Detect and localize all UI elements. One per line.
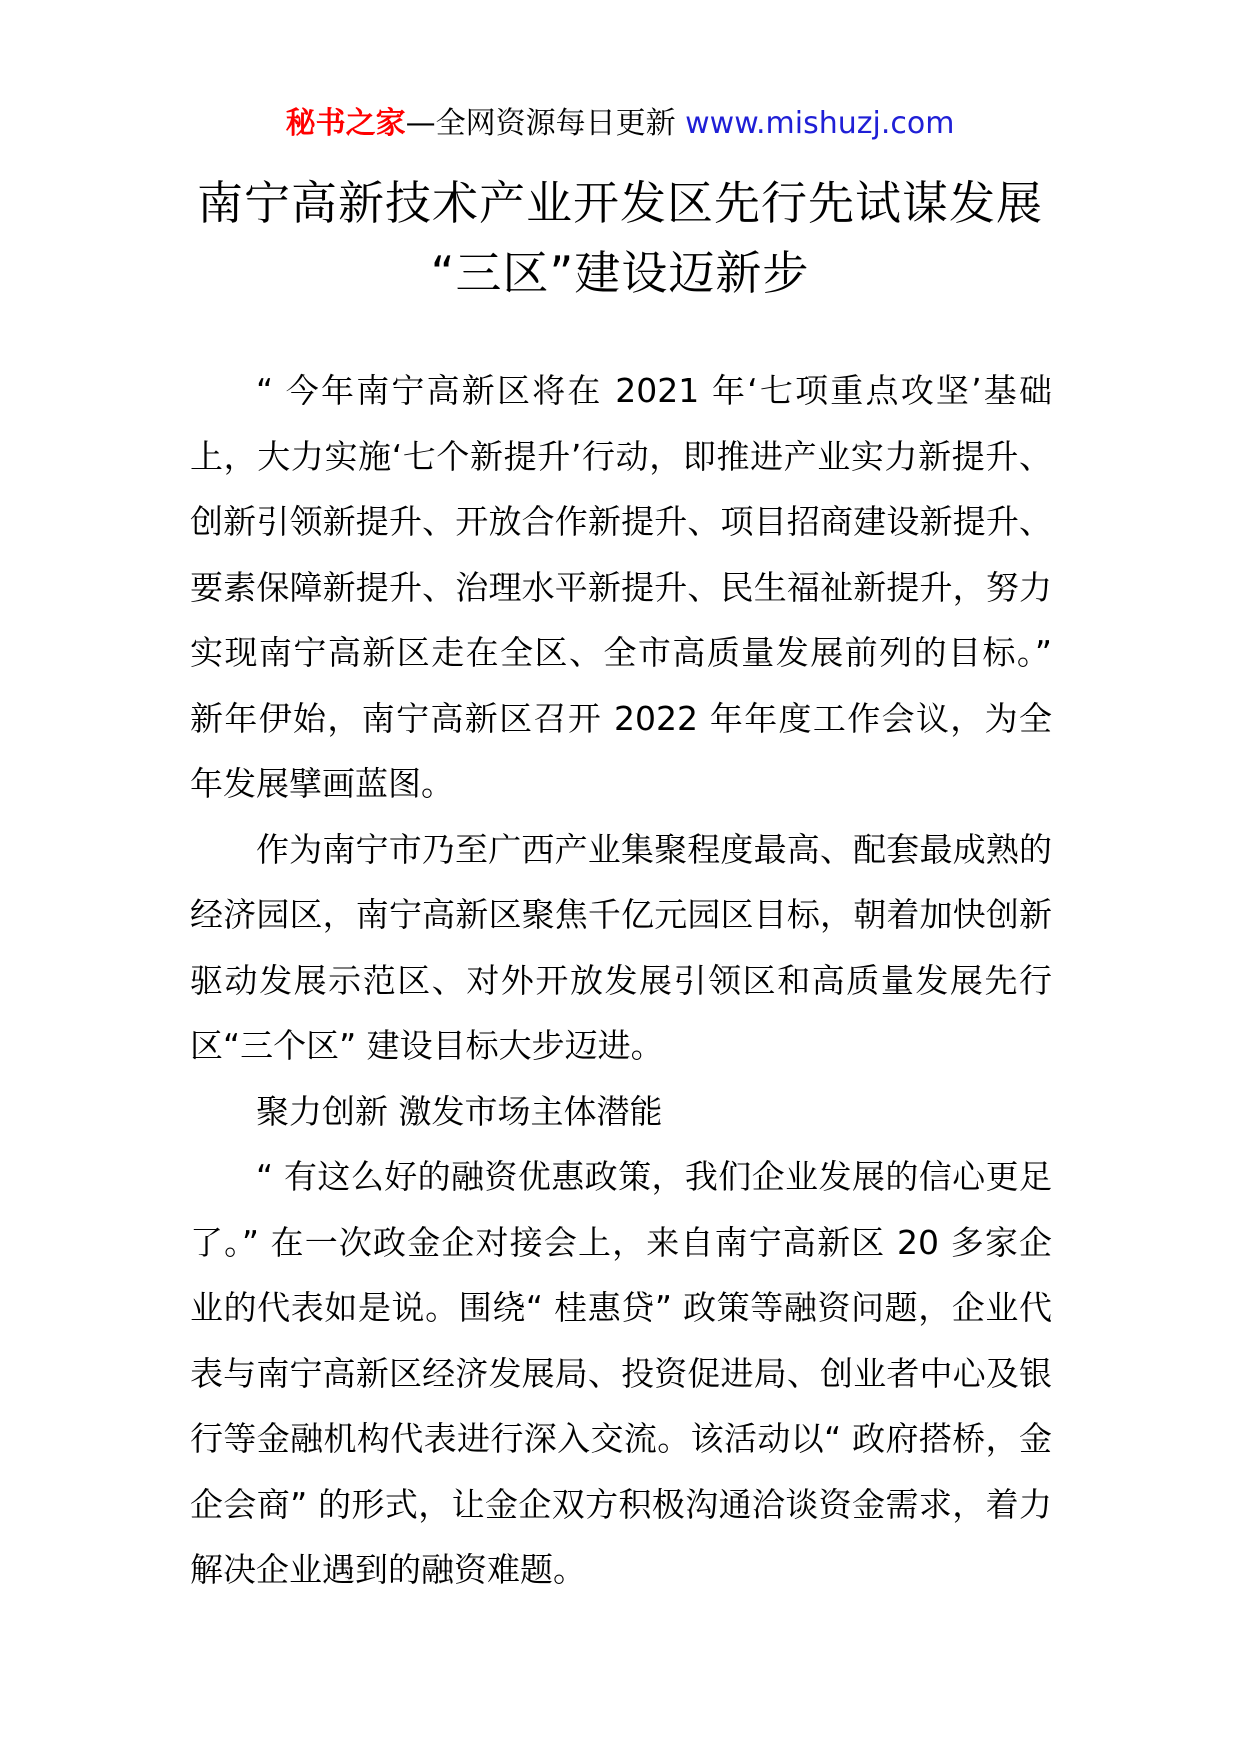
article-title xyxy=(0,168,1240,308)
site-url-link[interactable]: www.mishuzj.com xyxy=(685,106,955,141)
paragraph: “ 今年南宁高新区将在 2021 年‘七项重点攻坚’基础上，大力实施‘七个新提升’行动，即推进产业实力新提升、创新引领新提升、开放合作新提升、项目招商建设新提升、要素保障新提升、治理水平新提升、民生福祉新提升，努力实现南宁高新区走在全区、全市高质量发展前列的目标。” 新年伊始，南宁高新区召开 2022 年年度工作会议，为全年发展擘画蓝图。 xyxy=(190,371,1052,803)
site-header xyxy=(0,104,1240,144)
brand-name: 秘书之家 xyxy=(285,106,406,141)
header-tagline: —全网资源每日更新 xyxy=(405,106,686,141)
article-body xyxy=(190,358,1052,1603)
paragraph: “ 有这么好的融资优惠政策，我们企业发展的信心更足了。” 在一次政金企对接会上，来自南宁高新区 20 多家企业的代表如是说。围绕“ 桂惠贷” 政策等融资问题，企业代表与南宁高新区经济发展局、投资促进局、创业者中心及银行等金融机构代表进行深入交流。该活动以“ 政府搭桥，金企会商” 的形式，让金企双方积极沟通洽谈资金需求，着力解决企业遇到的融资难题。 xyxy=(190,1157,1052,1589)
paragraph: 作为南宁市乃至广西产业集聚程度最高、配套最成熟的经济园区，南宁高新区聚焦千亿元园区目标，朝着加快创新驱动发展示范区、对外开放发展引领区和高质量发展先行区“三个区” 建设目标大步迈进。 xyxy=(190,829,1052,1065)
section-heading: 聚力创新 激发市场主体潜能 xyxy=(256,1091,663,1131)
title-line-1: 南宁高新技术产业开发区先行先试谋发展 xyxy=(197,176,1043,230)
title-line-2: “三区”建设迈新步 xyxy=(430,246,810,300)
